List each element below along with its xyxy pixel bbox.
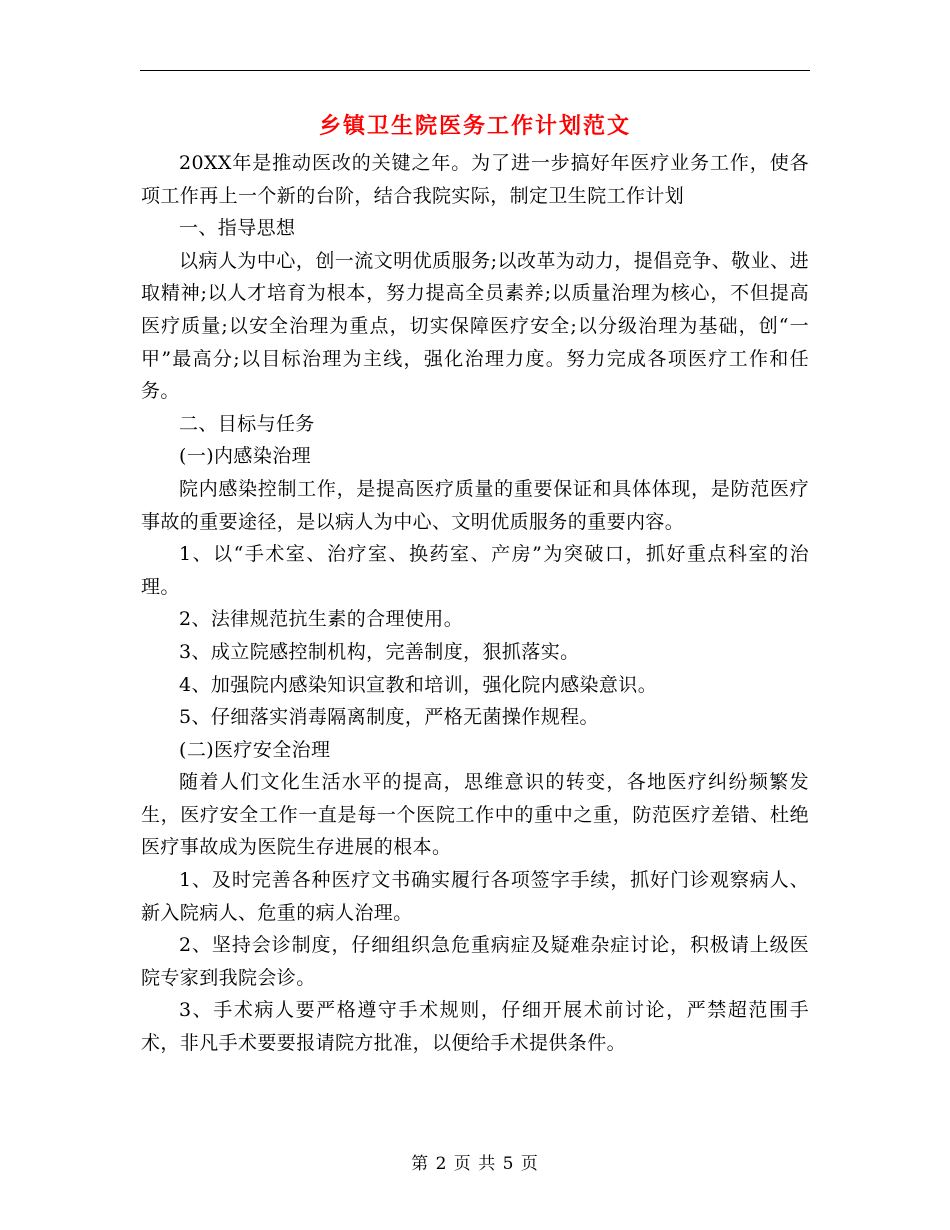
list-item-infection-5: 5、仔细落实消毒隔离制度，严格无菌操作规程。	[179, 706, 599, 729]
section-heading-goals-tasks: 二、目标与任务	[179, 412, 315, 435]
list-item-infection-4: 4、加强院内感染知识宣教和培训，强化院内感染意识。	[179, 673, 658, 696]
document-title: 乡镇卫生院医务工作计划范文	[318, 113, 631, 139]
paragraph-infection-control: 院内感染控制工作，是提高医疗质量的重要保证和具体体现，是防范医疗事故的重要途径，是以病人为中心、文明优质服务的重要内容。	[141, 477, 809, 533]
list-item-safety-3: 3、手术病人要严格遵守手术规则，仔细开展术前讨论，严禁超范围手术，非凡手术要要报请院方批准，以便给手术提供条件。	[141, 999, 809, 1055]
list-item-infection-2: 2、法律规范抗生素的合理使用。	[179, 608, 464, 631]
subsection-heading-medical-safety: (二)医疗安全治理	[179, 738, 331, 761]
subsection-heading-infection-management: (一)内感染治理	[179, 445, 312, 468]
document-body	[141, 147, 809, 1060]
section-heading-guiding-ideology: 一、指导思想	[179, 217, 296, 240]
paragraph-medical-safety: 随着人们文化生活水平的提高，思维意识的转变，各地医疗纠纷频繁发生，医疗安全工作一直是每一个医院工作中的重中之重，防范医疗差错、杜绝医疗事故成为医院生存进展的根本。	[141, 771, 809, 859]
list-item-safety-1: 1、及时完善各种医疗文书确实履行各项签字手续，抓好门诊观察病人、新入院病人、危重的病人治理。	[141, 869, 809, 924]
list-item-infection-3: 3、成立院感控制机构，完善制度，狠抓落实。	[179, 640, 580, 663]
paragraph-intro: 20XX年是推动医改的关键之年。为了进一步搞好年医疗业务工作，使各项工作再上一个新的台阶，结合我院实际，制定卫生院工作计划	[141, 152, 809, 207]
page-footer: 第 2 页 共 5 页	[411, 1154, 539, 1174]
header-rule	[140, 70, 810, 71]
paragraph-guiding-ideology: 以病人为中心，创一流文明优质服务;以改革为动力，提倡竞争、敬业、进取精神;以人才培育为根本，努力提高全员素养;以质量治理为核心，不但提高医疗质量;以安全治理为重点，切实保障医疗安全;以分级治理为基础，创“一甲”最高分;以目标治理为主线，强化治理力度。努力完成各项医疗工作和任务。	[141, 249, 809, 403]
list-item-infection-1: 1、以“手术室、治疗室、换药室、产房”为突破口，抓好重点科室的治理。	[141, 543, 809, 598]
list-item-safety-2: 2、坚持会诊制度，仔细组织急危重病症及疑难杂症讨论，积极请上级医院专家到我院会诊。	[141, 934, 809, 989]
